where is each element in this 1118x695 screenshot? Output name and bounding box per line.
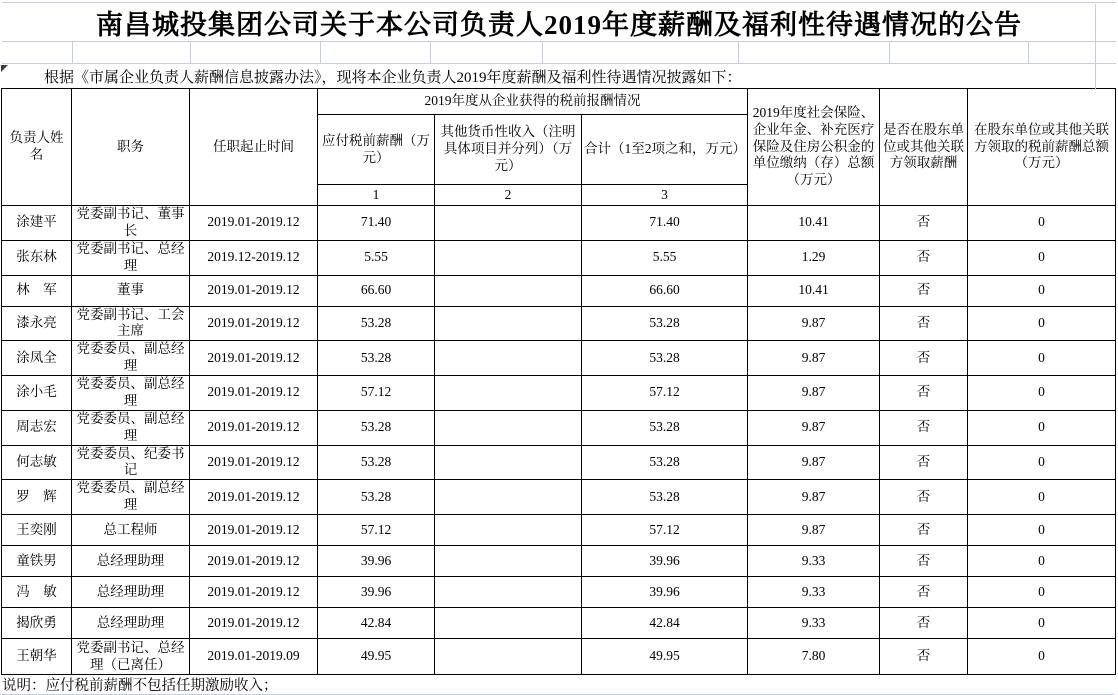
insurance-total-cell: 10.41 bbox=[748, 275, 880, 306]
insurance-total-cell: 9.33 bbox=[748, 608, 880, 639]
related-party-amount-cell: 0 bbox=[968, 480, 1116, 515]
name-cell: 何志敏 bbox=[2, 445, 72, 480]
related-party-paid-cell: 否 bbox=[880, 306, 968, 341]
other-income-cell bbox=[435, 275, 582, 306]
related-party-amount-cell: 0 bbox=[968, 240, 1116, 275]
table-row bbox=[2, 608, 1116, 639]
intro-row bbox=[0, 64, 1116, 88]
name-cell: 涂小毛 bbox=[2, 376, 72, 411]
pretax-salary-cell: 49.95 bbox=[318, 639, 435, 675]
table-row bbox=[2, 546, 1116, 577]
position-cell: 党委委员、副总经理 bbox=[72, 480, 190, 515]
header-related: 是否在股东单位或其他关联方领取薪酬 bbox=[880, 89, 968, 206]
other-income-cell bbox=[435, 515, 582, 546]
pretax-salary-cell: 42.84 bbox=[318, 608, 435, 639]
header-related-amount: 在股东单位或其他关联方领取的税前薪酬总额（万元） bbox=[968, 89, 1116, 206]
table-row bbox=[2, 410, 1116, 445]
total-cell: 53.28 bbox=[582, 306, 748, 341]
total-cell: 66.60 bbox=[582, 275, 748, 306]
insurance-total-cell: 7.80 bbox=[748, 639, 880, 675]
other-income-cell bbox=[435, 410, 582, 445]
name-cell: 涂建平 bbox=[2, 206, 72, 241]
term-cell: 2019.01-2019.12 bbox=[190, 376, 318, 411]
header-name: 负责人姓名 bbox=[2, 89, 72, 206]
gridline bbox=[72, 42, 73, 63]
gridline bbox=[542, 42, 543, 63]
pretax-salary-cell: 53.28 bbox=[318, 306, 435, 341]
related-party-paid-cell: 否 bbox=[880, 608, 968, 639]
term-cell: 2019.01-2019.12 bbox=[190, 577, 318, 608]
name-cell: 冯 敏 bbox=[2, 577, 72, 608]
related-party-amount-cell: 0 bbox=[968, 306, 1116, 341]
other-income-cell bbox=[435, 639, 582, 675]
insurance-total-cell: 9.87 bbox=[748, 515, 880, 546]
other-income-cell bbox=[435, 240, 582, 275]
name-cell: 罗 辉 bbox=[2, 480, 72, 515]
total-cell: 53.28 bbox=[582, 445, 748, 480]
header-col-number-2: 2 bbox=[435, 185, 582, 206]
position-cell: 总经理助理 bbox=[72, 608, 190, 639]
insurance-total-cell: 9.33 bbox=[748, 546, 880, 577]
header-term: 任职起止时间 bbox=[190, 89, 318, 206]
position-cell: 董事 bbox=[72, 275, 190, 306]
name-cell: 林 军 bbox=[2, 275, 72, 306]
related-party-paid-cell: 否 bbox=[880, 445, 968, 480]
header-total: 合计（1至2项之和，万元） bbox=[582, 115, 748, 185]
position-cell: 党委委员、副总经理 bbox=[72, 341, 190, 376]
term-cell: 2019.01-2019.12 bbox=[190, 306, 318, 341]
total-cell: 42.84 bbox=[582, 608, 748, 639]
announcement-sheet bbox=[0, 2, 1118, 694]
table-row bbox=[2, 341, 1116, 376]
header-col-number-3: 3 bbox=[582, 185, 748, 206]
header-col-number-1: 1 bbox=[318, 185, 435, 206]
other-income-cell bbox=[435, 480, 582, 515]
gridline bbox=[320, 42, 321, 63]
term-cell: 2019.01-2019.12 bbox=[190, 480, 318, 515]
total-cell: 71.40 bbox=[582, 206, 748, 241]
total-cell: 5.55 bbox=[582, 240, 748, 275]
pretax-salary-cell: 57.12 bbox=[318, 376, 435, 411]
pretax-salary-cell: 53.28 bbox=[318, 410, 435, 445]
page-title: 南昌城投集团公司关于本公司负责人2019年度薪酬及福利性待遇情况的公告 bbox=[96, 9, 1022, 40]
table-body bbox=[2, 206, 1116, 675]
related-party-paid-cell: 否 bbox=[880, 515, 968, 546]
gridline bbox=[1095, 4, 1096, 90]
related-party-paid-cell: 否 bbox=[880, 639, 968, 675]
term-cell: 2019.01-2019.12 bbox=[190, 341, 318, 376]
name-cell: 王奕刚 bbox=[2, 515, 72, 546]
related-party-amount-cell: 0 bbox=[968, 515, 1116, 546]
related-party-amount-cell: 0 bbox=[968, 341, 1116, 376]
total-cell: 39.96 bbox=[582, 546, 748, 577]
cell-comment-marker-icon bbox=[1, 65, 8, 72]
gridline bbox=[430, 42, 431, 63]
pretax-salary-cell: 39.96 bbox=[318, 577, 435, 608]
header-position: 职务 bbox=[72, 89, 190, 206]
other-income-cell bbox=[435, 206, 582, 241]
term-cell: 2019.01-2019.12 bbox=[190, 608, 318, 639]
insurance-total-cell: 9.87 bbox=[748, 410, 880, 445]
related-party-amount-cell: 0 bbox=[968, 577, 1116, 608]
pretax-salary-cell: 5.55 bbox=[318, 240, 435, 275]
table-row bbox=[2, 445, 1116, 480]
term-cell: 2019.12-2019.12 bbox=[190, 240, 318, 275]
other-income-cell bbox=[435, 546, 582, 577]
name-cell: 童铁男 bbox=[2, 546, 72, 577]
related-party-amount-cell: 0 bbox=[968, 445, 1116, 480]
pretax-salary-cell: 53.28 bbox=[318, 445, 435, 480]
total-cell: 49.95 bbox=[582, 639, 748, 675]
related-party-paid-cell: 否 bbox=[880, 410, 968, 445]
term-cell: 2019.01-2019.12 bbox=[190, 546, 318, 577]
position-cell: 总经理助理 bbox=[72, 577, 190, 608]
related-party-paid-cell: 否 bbox=[880, 206, 968, 241]
name-cell: 揭欣勇 bbox=[2, 608, 72, 639]
header-other: 其他货币性收入（注明具体项目并分列）（万元） bbox=[435, 115, 582, 185]
position-cell: 总工程师 bbox=[72, 515, 190, 546]
name-cell: 漆永亮 bbox=[2, 306, 72, 341]
related-party-paid-cell: 否 bbox=[880, 341, 968, 376]
insurance-total-cell: 10.41 bbox=[748, 206, 880, 241]
name-cell: 涂凤全 bbox=[2, 341, 72, 376]
insurance-total-cell: 9.87 bbox=[748, 341, 880, 376]
related-party-amount-cell: 0 bbox=[968, 608, 1116, 639]
related-party-paid-cell: 否 bbox=[880, 275, 968, 306]
insurance-total-cell: 9.87 bbox=[748, 480, 880, 515]
position-cell: 党委委员、副总经理 bbox=[72, 376, 190, 411]
insurance-total-cell: 9.33 bbox=[748, 577, 880, 608]
name-cell: 王朝华 bbox=[2, 639, 72, 675]
gridline bbox=[1028, 42, 1029, 63]
note-text: 说明：应付税前薪酬不包括任期激励收入； bbox=[2, 678, 278, 694]
term-cell: 2019.01-2019.12 bbox=[190, 275, 318, 306]
table-row bbox=[2, 480, 1116, 515]
position-cell: 党委副书记、总经理 bbox=[72, 240, 190, 275]
position-cell: 党委副书记、董事长 bbox=[72, 206, 190, 241]
related-party-amount-cell: 0 bbox=[968, 376, 1116, 411]
total-cell: 53.28 bbox=[582, 480, 748, 515]
salary-table bbox=[1, 88, 1116, 675]
position-cell: 党委委员、副总经理 bbox=[72, 410, 190, 445]
note-row bbox=[0, 675, 1114, 695]
table-row bbox=[2, 376, 1116, 411]
other-income-cell bbox=[435, 577, 582, 608]
related-party-paid-cell: 否 bbox=[880, 376, 968, 411]
total-cell: 57.12 bbox=[582, 515, 748, 546]
other-income-cell bbox=[435, 445, 582, 480]
position-cell: 总经理助理 bbox=[72, 546, 190, 577]
name-cell: 张东林 bbox=[2, 240, 72, 275]
table-row bbox=[2, 206, 1116, 241]
pretax-salary-cell: 66.60 bbox=[318, 275, 435, 306]
pretax-salary-cell: 71.40 bbox=[318, 206, 435, 241]
other-income-cell bbox=[435, 376, 582, 411]
insurance-total-cell: 9.87 bbox=[748, 376, 880, 411]
related-party-paid-cell: 否 bbox=[880, 577, 968, 608]
related-party-paid-cell: 否 bbox=[880, 546, 968, 577]
term-cell: 2019.01-2019.12 bbox=[190, 445, 318, 480]
table-row bbox=[2, 275, 1116, 306]
table-row bbox=[2, 515, 1116, 546]
header-pretax: 应付税前薪酬（万元） bbox=[318, 115, 435, 185]
related-party-amount-cell: 0 bbox=[968, 275, 1116, 306]
other-income-cell bbox=[435, 306, 582, 341]
total-cell: 53.28 bbox=[582, 341, 748, 376]
gridline bbox=[889, 42, 890, 63]
position-cell: 党委委员、纪委书记 bbox=[72, 445, 190, 480]
table-row bbox=[2, 639, 1116, 675]
table-row bbox=[2, 240, 1116, 275]
title-row bbox=[2, 2, 1116, 42]
insurance-total-cell: 9.87 bbox=[748, 445, 880, 480]
header-insurance: 2019年度社会保险、企业年金、补充医疗保险及住房公积金的单位缴纳（存）总额（万元） bbox=[748, 89, 880, 206]
term-cell: 2019.01-2019.12 bbox=[190, 410, 318, 445]
related-party-paid-cell: 否 bbox=[880, 480, 968, 515]
related-party-amount-cell: 0 bbox=[968, 639, 1116, 675]
other-income-cell bbox=[435, 608, 582, 639]
name-cell: 周志宏 bbox=[2, 410, 72, 445]
insurance-total-cell: 9.87 bbox=[748, 306, 880, 341]
header-group: 2019年度从企业获得的税前报酬情况 bbox=[318, 89, 748, 115]
total-cell: 53.28 bbox=[582, 410, 748, 445]
pretax-salary-cell: 39.96 bbox=[318, 546, 435, 577]
pretax-salary-cell: 53.28 bbox=[318, 480, 435, 515]
gridline bbox=[738, 42, 739, 63]
insurance-total-cell: 1.29 bbox=[748, 240, 880, 275]
table-row bbox=[2, 306, 1116, 341]
related-party-amount-cell: 0 bbox=[968, 206, 1116, 241]
intro-text: 根据《市属企业负责人薪酬信息披露办法》，现将本企业负责人2019年度薪酬及福利性待遇情况披露如下： bbox=[44, 69, 742, 86]
term-cell: 2019.01-2019.12 bbox=[190, 206, 318, 241]
pretax-salary-cell: 53.28 bbox=[318, 341, 435, 376]
related-party-amount-cell: 0 bbox=[968, 546, 1116, 577]
empty-grid-row bbox=[2, 42, 1116, 64]
total-cell: 39.96 bbox=[582, 577, 748, 608]
total-cell: 57.12 bbox=[582, 376, 748, 411]
position-cell: 党委副书记、总经理（已离任） bbox=[72, 639, 190, 675]
pretax-salary-cell: 57.12 bbox=[318, 515, 435, 546]
gridline bbox=[190, 42, 191, 63]
table-row bbox=[2, 577, 1116, 608]
term-cell: 2019.01-2019.12 bbox=[190, 515, 318, 546]
term-cell: 2019.01-2019.09 bbox=[190, 639, 318, 675]
other-income-cell bbox=[435, 341, 582, 376]
position-cell: 党委副书记、工会主席 bbox=[72, 306, 190, 341]
related-party-amount-cell: 0 bbox=[968, 410, 1116, 445]
related-party-paid-cell: 否 bbox=[880, 240, 968, 275]
